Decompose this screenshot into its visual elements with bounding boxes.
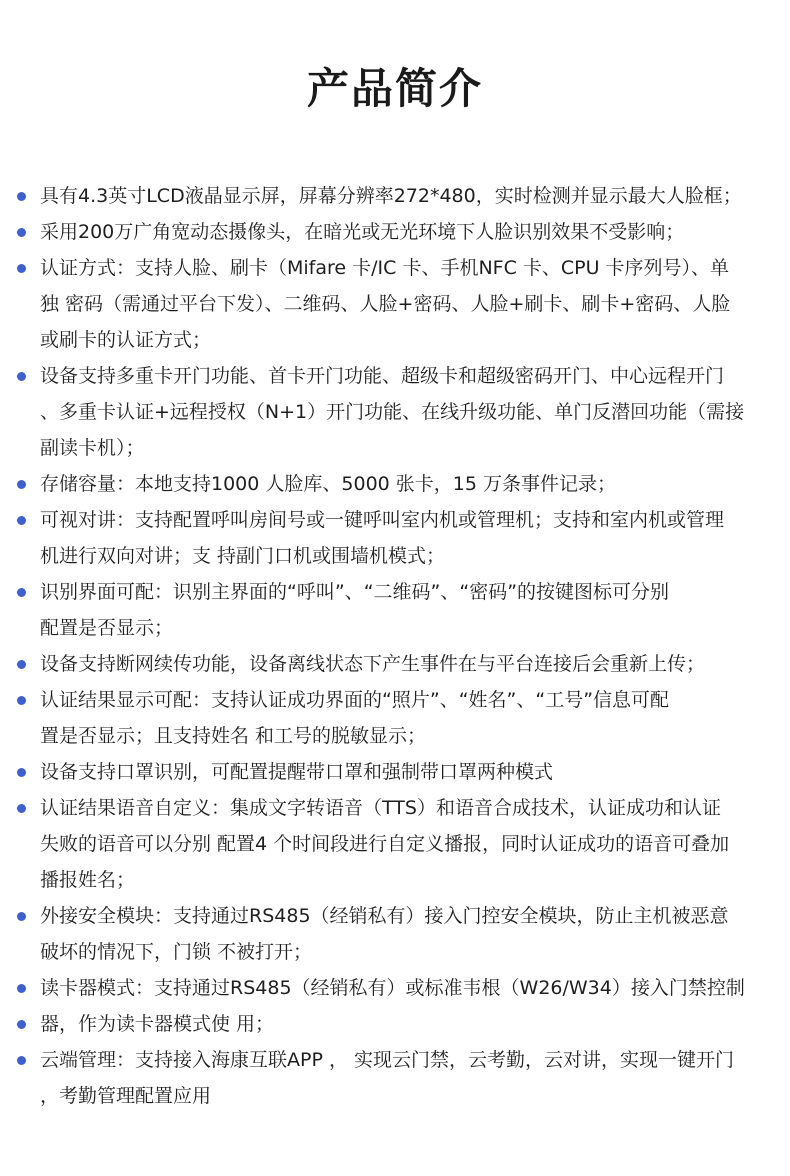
bullet-dot-icon [17, 1056, 26, 1065]
feature-list-item [0, 178, 790, 214]
feature-text-line: 存储容量：本地支持1000 人脸库、5000 张卡，15 万条事件记录； [40, 473, 617, 495]
feature-list-item [0, 1006, 790, 1042]
bullet-dot-icon [17, 1020, 26, 1029]
feature-list-item [0, 754, 790, 790]
feature-text-line: 失败的语音可以分别 配置4 个时间段进行自定义播报，同时认证成功的语音可叠加 [40, 833, 730, 855]
feature-list-item [0, 970, 790, 1006]
feature-text-line: 独 密码（需通过平台下发）、二维码、人脸+密码、人脸+刷卡、刷卡+密码、人脸 [40, 293, 731, 315]
feature-list-item [0, 574, 790, 646]
feature-text-line: 云端管理：支持接入海康互联APP ， 实现云门禁，云考勤，云对讲，实现一键开门 [40, 1049, 734, 1071]
feature-text-line: 认证结果显示可配：支持认证成功界面的“照片”、“姓名”、“工号”信息可配 [40, 689, 670, 711]
bullet-dot-icon [17, 984, 26, 993]
feature-text-line: 器，作为读卡器模式使 用； [40, 1013, 275, 1035]
page-title: 产品简介 [306, 64, 483, 113]
feature-text-line: 采用200万广角宽动态摄像头，在暗光或无光环境下人脸识别效果不受影响； [40, 221, 685, 243]
feature-list-item [0, 502, 790, 574]
feature-text-line: 破坏的情况下，门锁 不被打开； [40, 941, 313, 963]
bullet-dot-icon [17, 696, 26, 705]
feature-text-line: ，考勤管理配置应用 [40, 1085, 212, 1107]
feature-list-item [0, 250, 790, 358]
feature-list-item [0, 682, 790, 754]
bullet-dot-icon [17, 480, 26, 489]
bullet-dot-icon [17, 768, 26, 777]
bullet-dot-icon [17, 804, 26, 813]
bullet-dot-icon [17, 264, 26, 273]
feature-list-item [0, 790, 790, 898]
feature-text-line: 、多重卡认证+远程授权（N+1）开门功能、在线升级功能、单门反潜回功能（需接 [40, 401, 745, 423]
feature-text-line: 机进行双向对讲；支 持副门口机或围墙机模式； [40, 545, 446, 567]
bullet-dot-icon [17, 228, 26, 237]
bullet-dot-icon [17, 516, 26, 525]
bullet-dot-icon [17, 912, 26, 921]
feature-text-line: 认证结果语音自定义：集成文字转语音（TTS）和语音合成技术，认证成功和认证 [40, 797, 721, 819]
feature-list-item [0, 646, 790, 682]
feature-list-item [0, 358, 790, 466]
feature-text-line: 设备支持断网续传功能，设备离线状态下产生事件在与平台连接后会重新上传； [40, 653, 706, 675]
feature-text-line: 配置是否显示； [40, 617, 174, 639]
feature-text-line: 或刷卡的认证方式； [40, 329, 212, 351]
bullet-dot-icon [17, 588, 26, 597]
bullet-dot-icon [17, 660, 26, 669]
feature-text-line: 外接安全模块：支持通过RS485（经销私有）接入门控安全模块，防止主机被恶意 [40, 905, 729, 927]
feature-list-item [0, 898, 790, 970]
feature-text-line: 认证方式：支持人脸、刷卡（Mifare 卡/IC 卡、手机NFC 卡、CPU 卡序列号）、单 [40, 257, 730, 279]
feature-text-line: 读卡器模式：支持通过RS485（经销私有）或标准韦根（W26/W34）接入门禁控制 [40, 977, 745, 999]
feature-text-line: 可视对讲：支持配置呼叫房间号或一键呼叫室内机或管理机；支持和室内机或管理 [40, 509, 725, 531]
feature-list-item [0, 214, 790, 250]
feature-text-line: 副读卡机）； [40, 437, 145, 459]
feature-text-line: 识别界面可配：识别主界面的“呼叫”、“二维码”、“密码”的按键图标可分别 [40, 581, 670, 603]
feature-text-line: 设备支持多重卡开门功能、首卡开门功能、超级卡和超级密码开门、中心远程开门 [40, 365, 725, 387]
bullet-dot-icon [17, 372, 26, 381]
feature-list-item [0, 466, 790, 502]
bullet-dot-icon [17, 192, 26, 201]
feature-list [0, 178, 790, 1114]
feature-list-item [0, 1042, 790, 1114]
feature-text-line: 设备支持口罩识别，可配置提醒带口罩和强制带口罩两种模式 [40, 761, 554, 783]
feature-text-line: 播报姓名； [40, 869, 136, 891]
feature-text-line: 置是否显示；且支持姓名 和工号的脱敏显示； [40, 725, 427, 747]
feature-text-line: 具有4.3英寸LCD液晶显示屏，屏幕分辨率272*480，实时检测并显示最大人脸框； [40, 185, 742, 207]
